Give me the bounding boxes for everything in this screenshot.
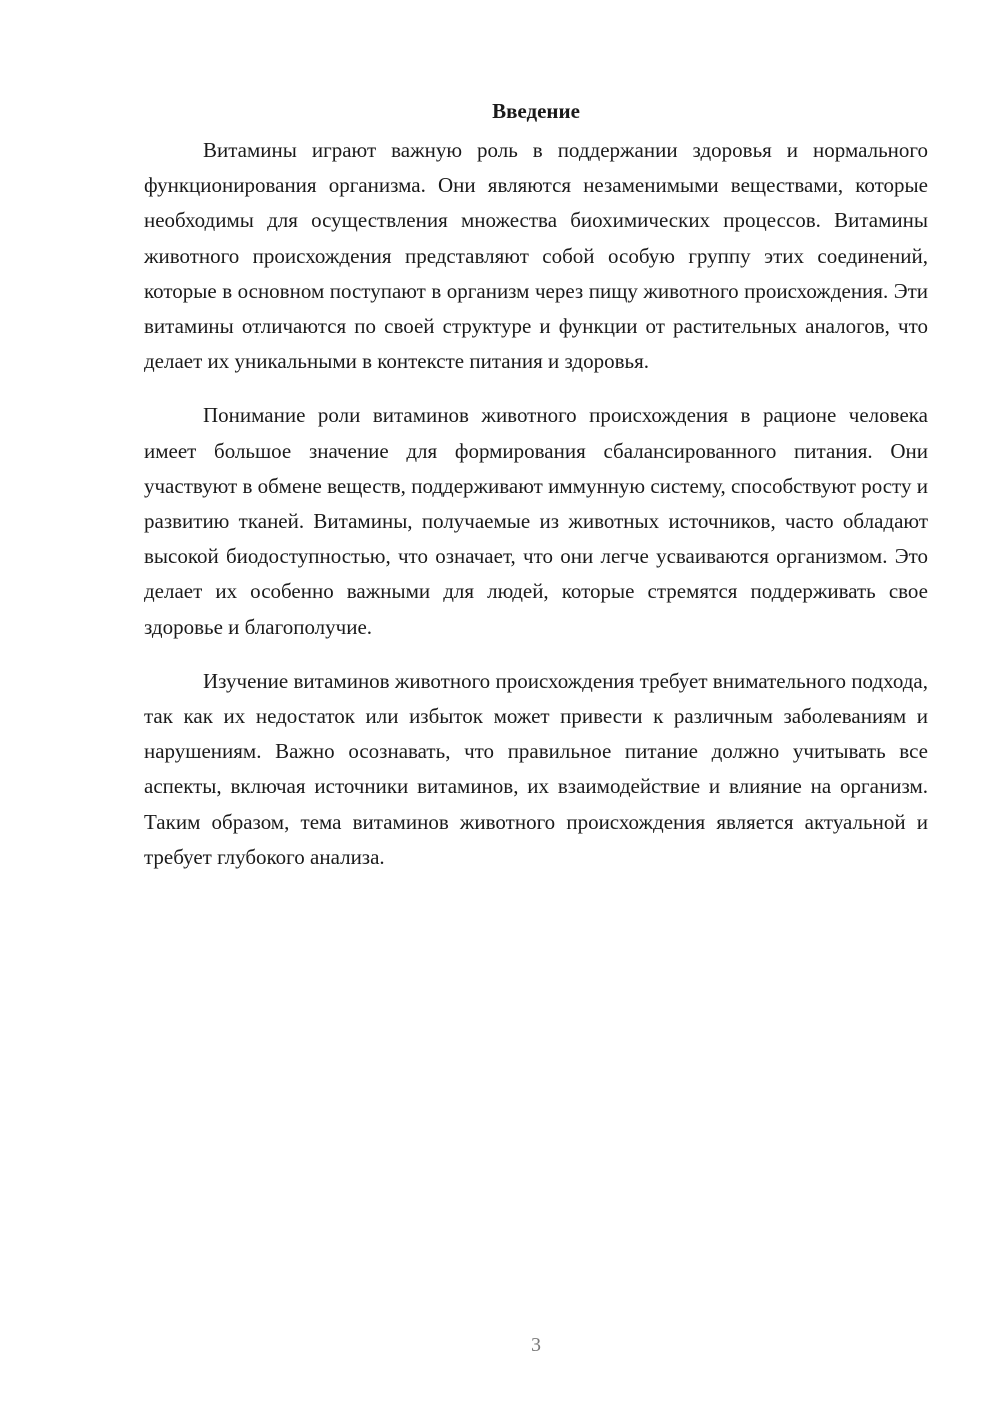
page-number: 3 (531, 1334, 541, 1356)
paragraph-1: Витамины играют важную роль в поддержании здоровья и нормального функционирования организма. Они являются незаменимыми веществами, которые необходимы для осуществления множества биохимических процессов. Витамины животного происхождения представляют собой особую группу этих соединений, которые в основном поступают в организм через пищу животного происхождения. Эти витамины отличаются по своей структуре и функции от растительных аналогов, что делает их уникальными в контексте питания и здоровья. (144, 138, 928, 374)
paragraph-3: Изучение витаминов животного происхождения требует внимательного подхода, так как их недостаток или избыток может привести к различным заболеваниям и нарушениям. Важно осознавать, что правильное питание должно учитывать все аспекты, включая источники витаминов, их взаимодействие и влияние на организм. Таким образом, тема витаминов животного происхождения является актуальной и требует глубокого анализа. (144, 668, 928, 869)
section-title: Введение (492, 99, 580, 123)
paragraph-2: Понимание роли витаминов животного происхождения в рационе человека имеет большое значение для формирования сбалансированного питания. Они участвуют в обмене веществ, поддерживают иммунную систему, способствуют росту и развитию тканей. Витамины, получаемые из животных источников, часто обладают высокой биодоступностью, что означает, что они легче усваиваются организмом. Это делает их особенно важными для людей, которые стремятся поддерживать свое здоровье и благополучие. (144, 403, 928, 639)
page-content (144, 97, 928, 894)
